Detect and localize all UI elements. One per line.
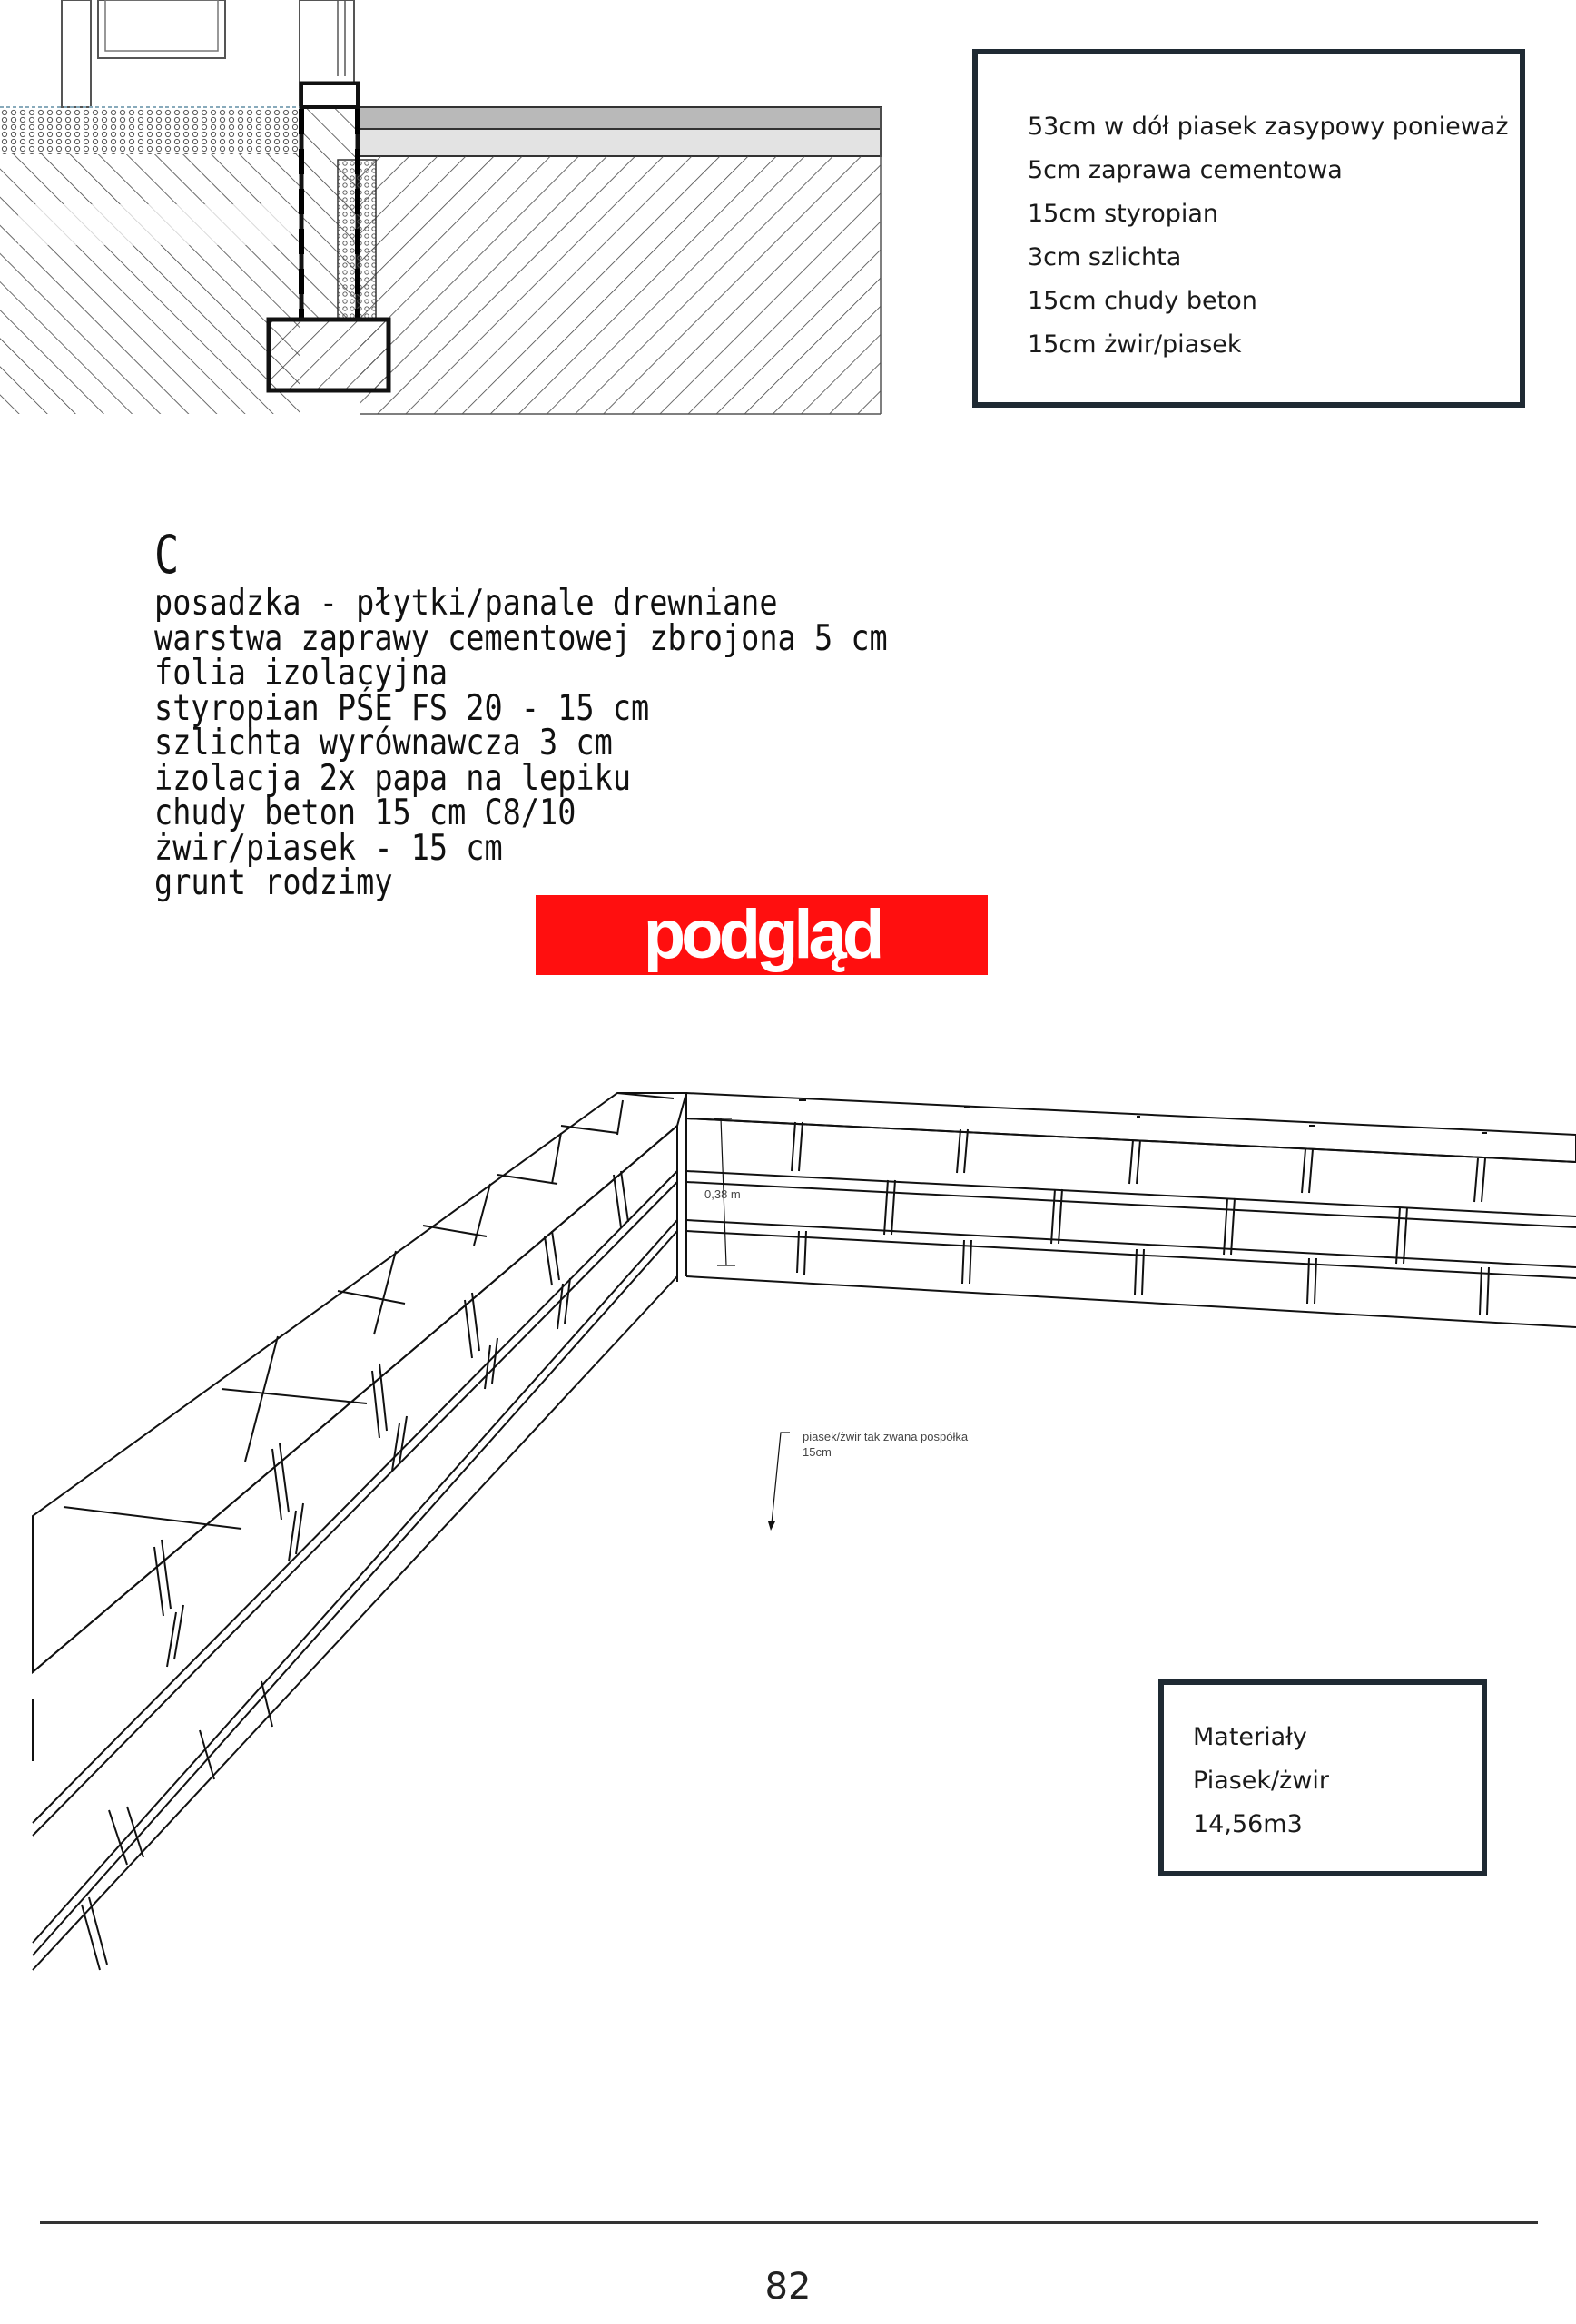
spec-line: grunt rodzimy xyxy=(154,862,393,903)
materials-box xyxy=(1158,1679,1487,1876)
plan-note-line2: 15cm xyxy=(803,1445,832,1459)
layers-summary-line: 5cm zaprawa cementowa xyxy=(1028,156,1343,184)
dimension-label: 0,38 m xyxy=(704,1187,741,1201)
spec-line: chudy beton 15 cm C8/10 xyxy=(154,793,576,833)
spec-line: żwir/piasek - 15 cm xyxy=(154,827,503,869)
spec-line: szlichta wyrównawcza 3 cm xyxy=(154,723,613,763)
materials-heading: Materiały xyxy=(1193,1723,1307,1751)
layers-summary-line: 15cm żwir/piasek xyxy=(1028,330,1242,359)
spec-line: styropian PŚE FS 20 - 15 cm xyxy=(154,687,650,729)
spec-line: posadzka - płytki/panale drewniane xyxy=(154,583,778,624)
floor-specification xyxy=(154,525,1007,901)
page-number: 82 xyxy=(764,2266,812,2308)
layers-summary-line: 53cm w dół piasek zasypowy ponieważ xyxy=(1028,113,1509,141)
layers-summary-line: 15cm styropian xyxy=(1028,200,1219,228)
layers-summary-box xyxy=(972,49,1525,408)
spec-line: folia izolacyjna xyxy=(154,653,448,694)
layers-summary-line: 15cm chudy beton xyxy=(1028,287,1257,315)
plan-note-line1: piasek/żwir tak zwana pospółka xyxy=(803,1430,969,1443)
foundation-cross-section xyxy=(0,0,881,414)
footer-divider xyxy=(40,2221,1538,2224)
spec-line: izolacja 2x papa na lepiku xyxy=(154,757,632,799)
layers-summary-line: 3cm szlichta xyxy=(1028,243,1182,271)
preview-watermark-badge: podgląd xyxy=(536,895,988,975)
section-letter: C xyxy=(154,524,180,586)
spec-line: warstwa zaprawy cementowej zbrojona 5 cm xyxy=(154,617,888,659)
materials-quantity: 14,56m3 xyxy=(1193,1810,1303,1838)
materials-item: Piasek/żwir xyxy=(1193,1767,1330,1795)
